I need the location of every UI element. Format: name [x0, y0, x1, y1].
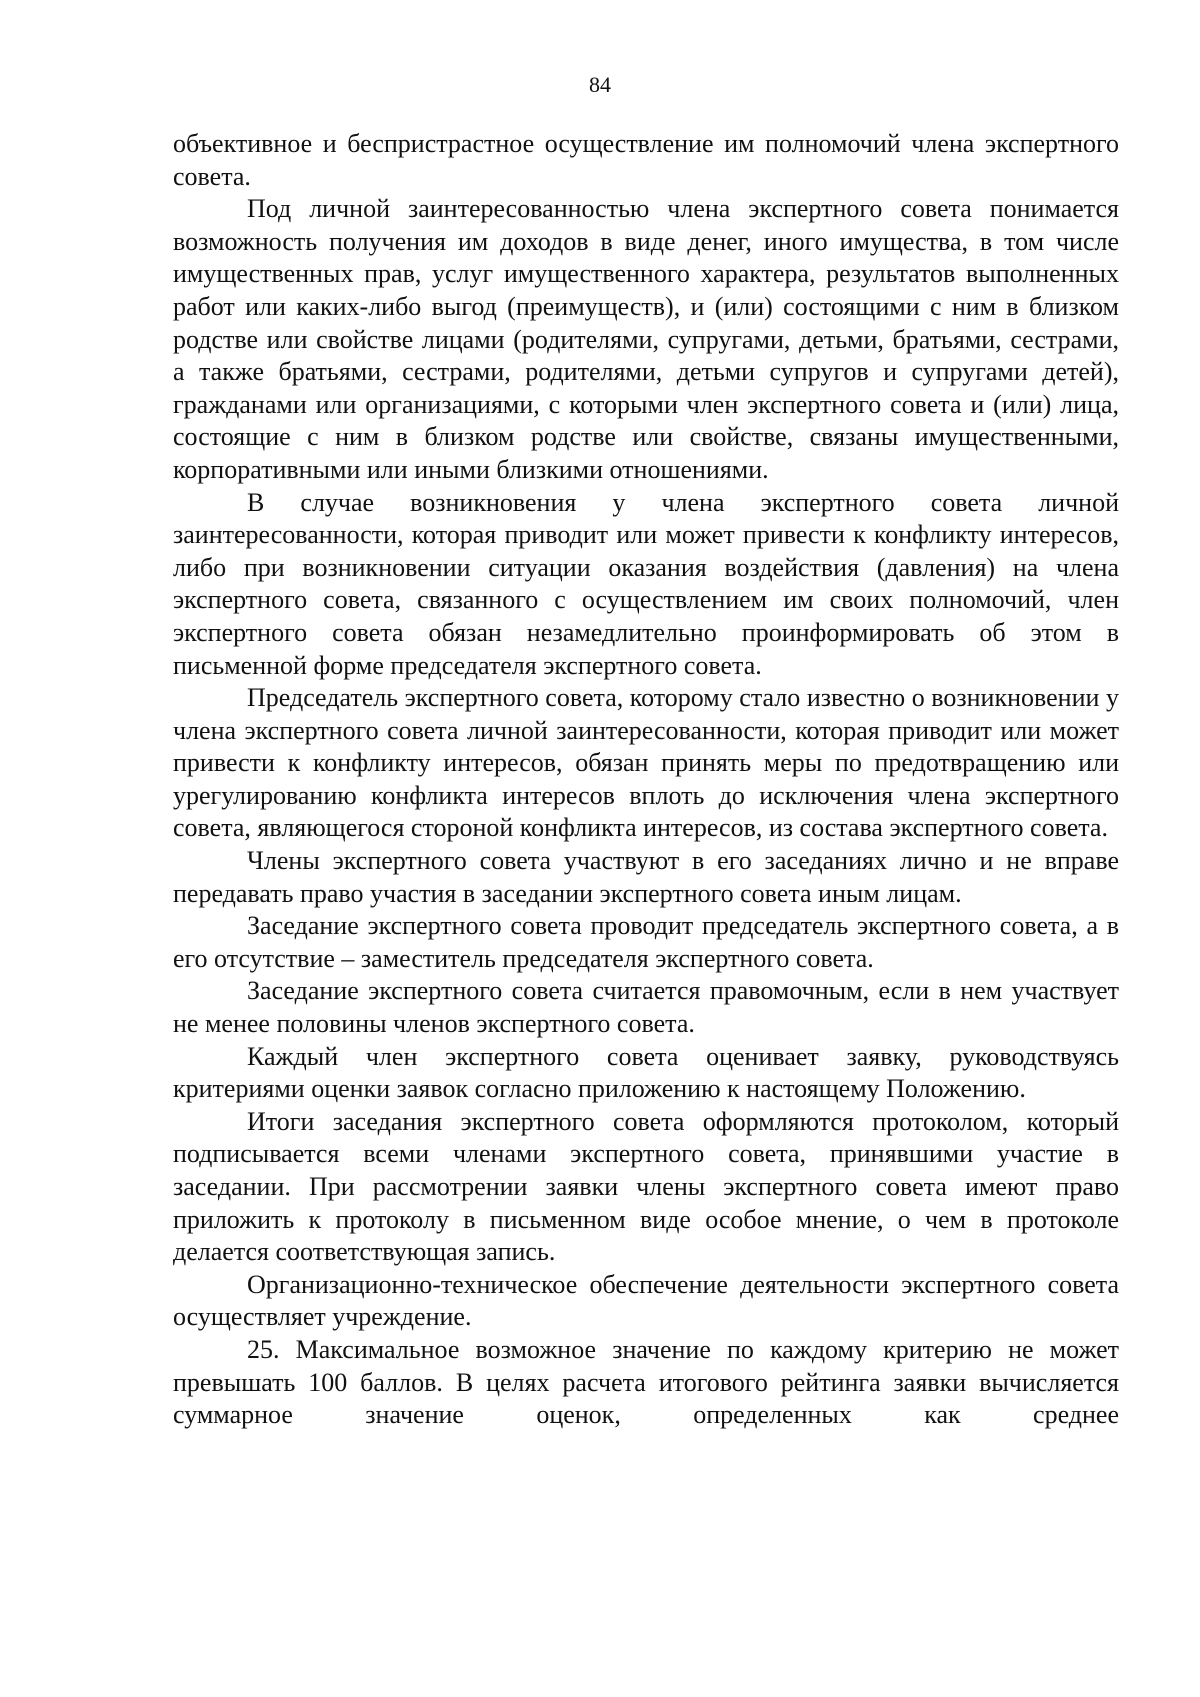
paragraph-personal-participation: Члены экспертного совета участвуют в его заседаниях лично и не вправе передавать право участия в заседании экспертного совета иным лицам.	[173, 846, 1119, 908]
paragraph-meeting-protocol: Итоги заседания экспертного совета оформляются протоколом, который подписывается всеми членами экспертного совета, принявшими участие в заседании. При рассмотрении заявки члены экспертного совета имеют право приложить к протоколу в письменном виде особое мнение, о чем в протоколе делается соответствующая запись.	[173, 1106, 1119, 1267]
paragraph-evaluation-criteria: Каждый член экспертного совета оценивает заявку, руководствуясь критериями оценки заявок согласно приложению к настоящему Положению.	[173, 1041, 1119, 1104]
paragraph-continuation: объективное и беспристрастное осуществление им полномочий члена экспертного совета.	[173, 129, 1119, 191]
paragraph-item-25: 25. Максимальное возможное значение по каждому критерию не может превышать 100 баллов. В целях расчета итогового рейтинга заявки вычисляется суммарное значение оценок, определенных как среднее	[173, 1334, 1119, 1430]
paragraph-personal-interest-definition: Под личной заинтересованностью члена экспертного совета понимается возможность получения им доходов в виде денег, иного имущества, в том числе имущественных прав, услуг имущественного характера, результатов выполненных работ или каких-либо выгод (преимуществ), и (или) состоящими с ним в близком родстве или свойстве лицами (родителями, супругами, детьми, братьями, сестрами, а также братьями, сестрами, родителями, детьми супругов и супругами детей), гражданами или организациями, с которыми член экспертного совета и (или) лица, состоящие с ним в близком родстве или свойстве, связаны имущественными, корпоративными или иными близкими отношениями.	[173, 194, 1119, 484]
paragraph-organizational-support: Организационно-техническое обеспечение деятельности экспертного совета осуществляет учреждение.	[173, 1269, 1119, 1332]
paragraph-conflict-notification: В случае возникновения у члена экспертного совета личной заинтересованности, которая приводит или может привести к конфликту интересов, либо при возникновении ситуации оказания воздействия (давления) на члена экспертного совета, связанного с осуществлением им своих полномочий, член экспертного совета обязан незамедлительно проинформировать об этом в письменной форме председателя экспертного совета.	[173, 487, 1119, 680]
page-number: 84	[589, 72, 611, 97]
paragraph-meeting-chair: Заседание экспертного совета проводит председатель экспертного совета, а в его отсутствие – заместитель председателя экспертного совета.	[173, 911, 1119, 973]
paragraph-quorum: Заседание экспертного совета считается правомочным, если в нем участвует не менее половины членов экспертного совета.	[173, 976, 1119, 1039]
paragraph-chairman-measures: Председатель экспертного совета, которому стало известно о возникновении у члена экспертного совета личной заинтересованности, которая приводит или может привести к конфликту интересов, обязан принять меры по предотвращению или урегулированию конфликта интересов вплоть до исключения члена экспертного совета, являющегося стороной конфликта интересов, из состава экспертного совета.	[173, 683, 1119, 843]
document-body	[173, 128, 1119, 1432]
